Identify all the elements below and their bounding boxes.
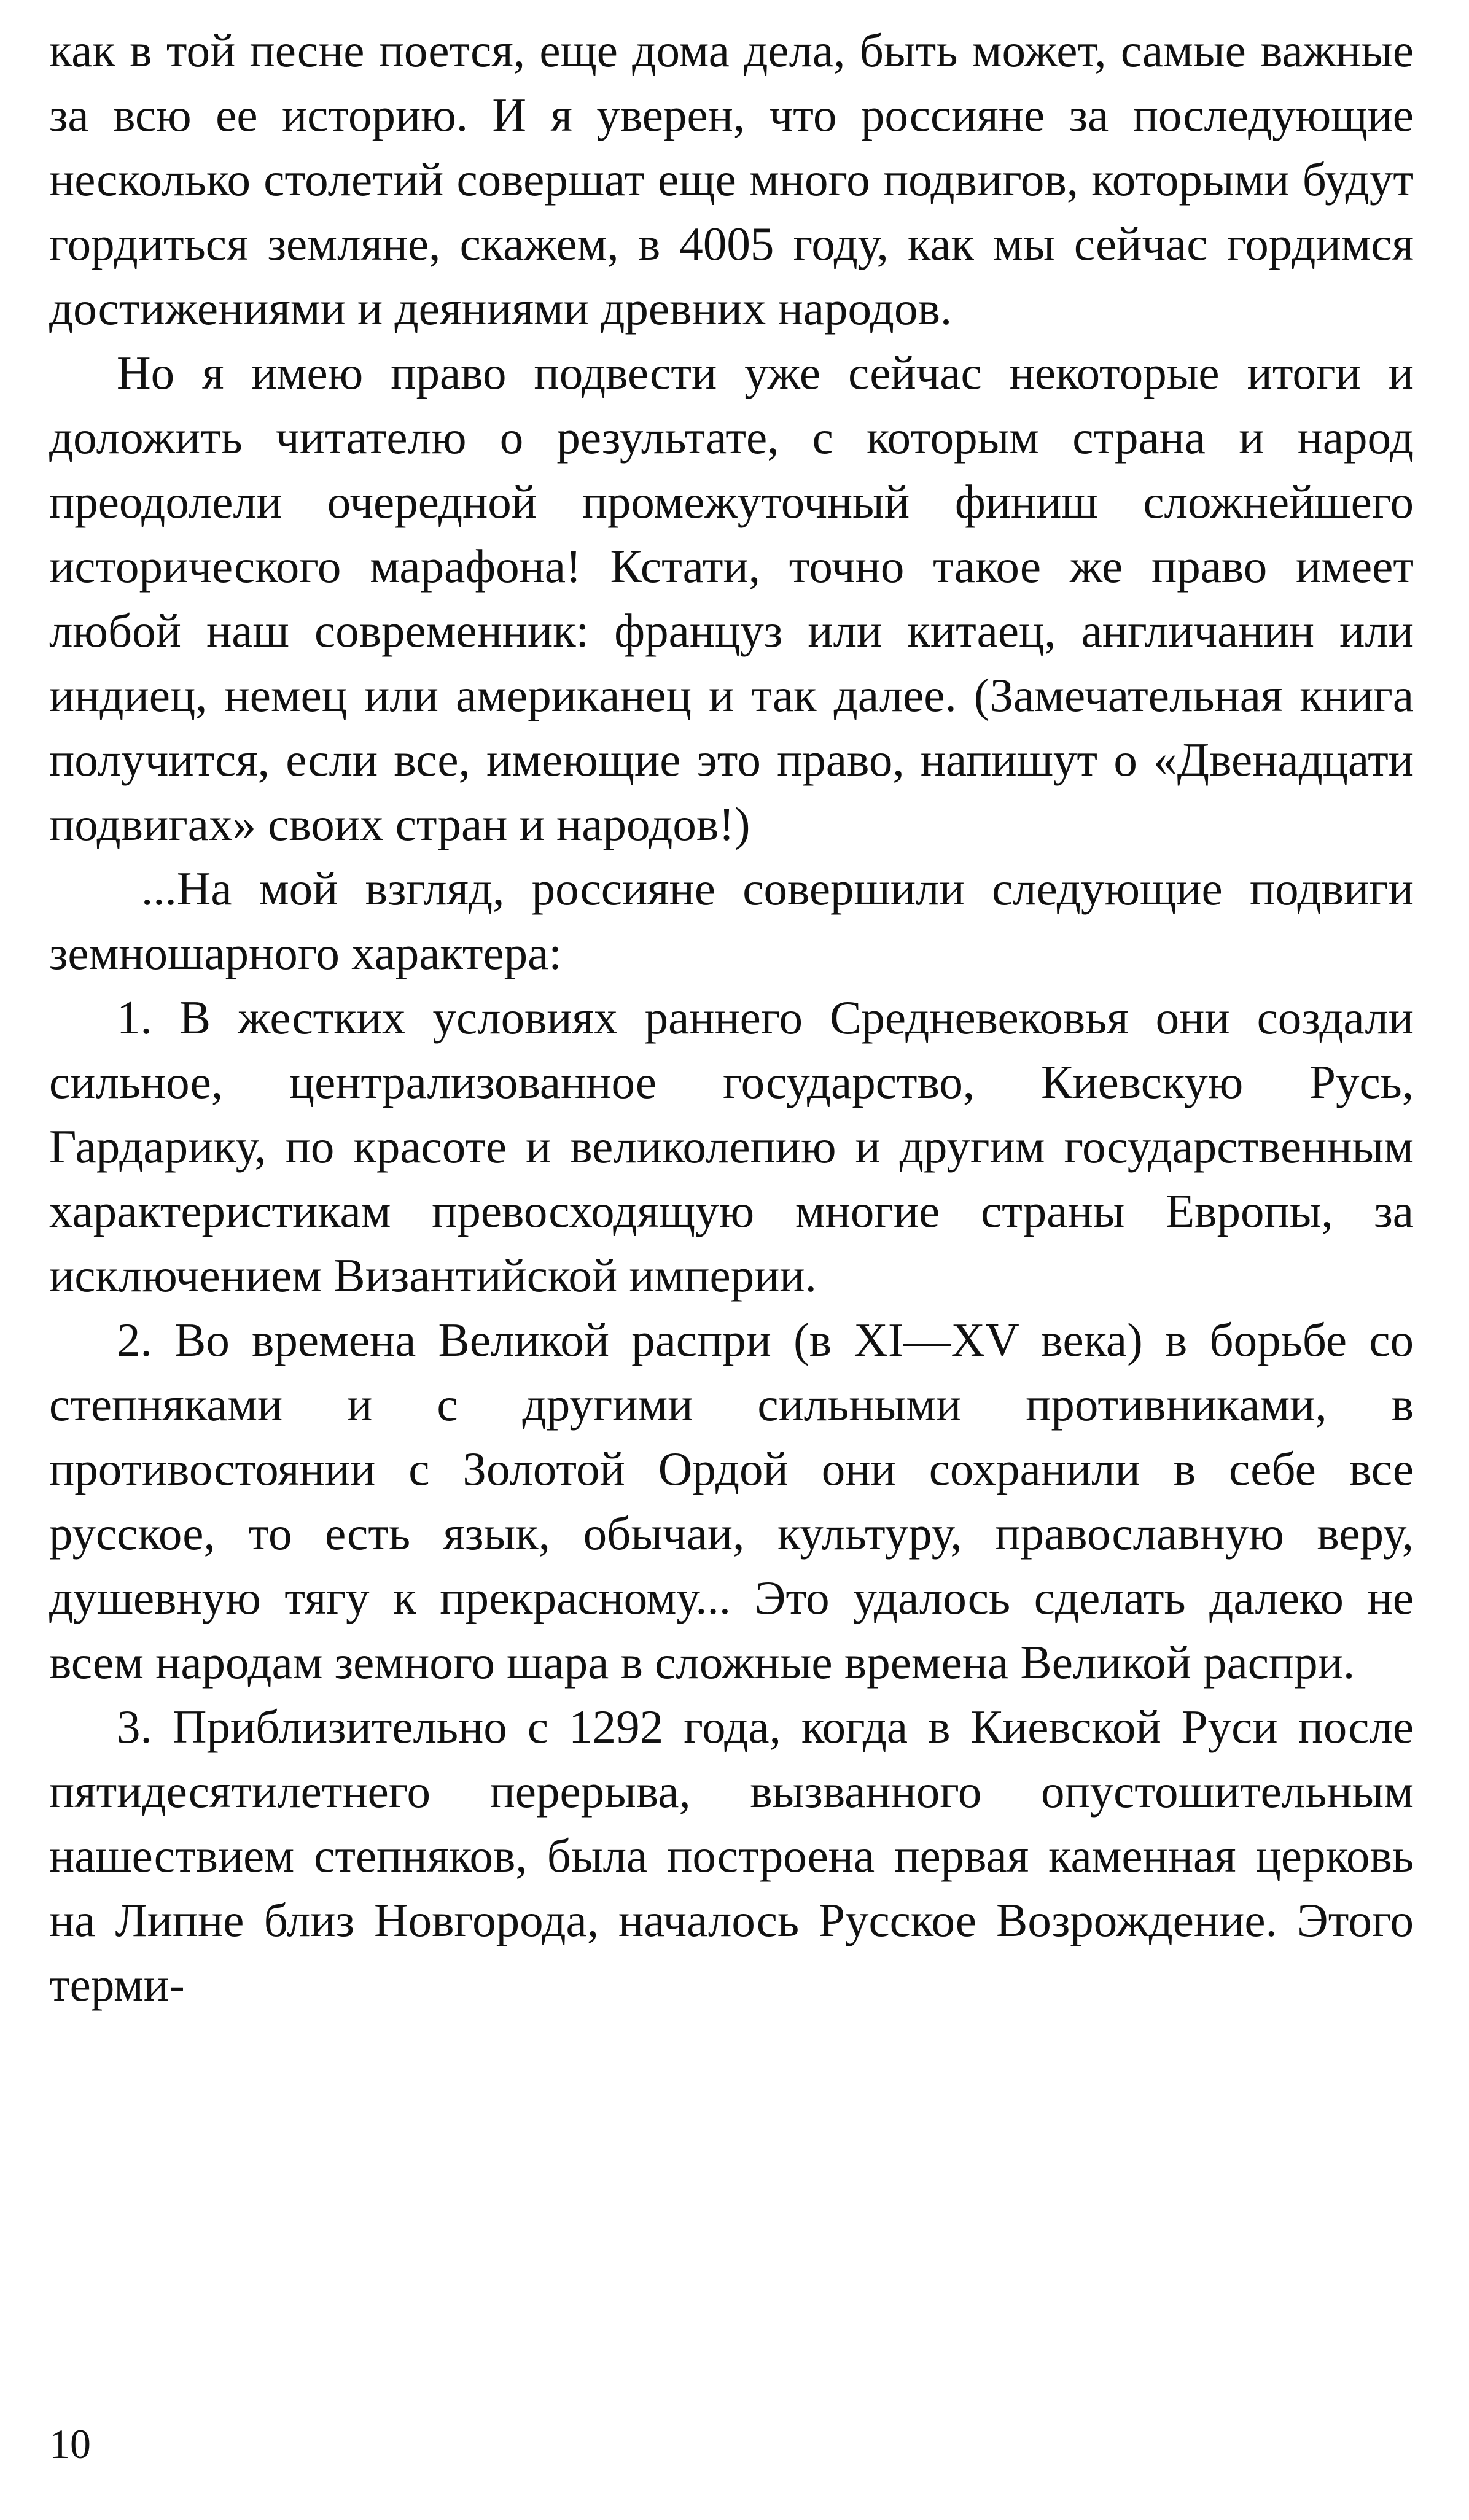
paragraph-feat-2: 2. Во времена Великой распри (в XI—XV века) в борьбе со степняками и с другими сильными противниками, в противостоянии с Золотой Ордой они сохранили в себе все русское, то есть язык, обычаи, культуру, православную веру, душевную тягу к прекрасному... Это удалось сделать далеко не всем народам земного шара в сложные времена Великой распри. <box>49 1313 1414 1689</box>
paragraph-results: Но я имею право подвести уже сейчас некоторые итоги и доложить читателю о результате, с которым страна и народ преодолели очередной промежуточный финиш сложнейшего исторического марафона! Кстати, точно такое же право имеет любой наш современник: француз или китаец, англичанин или индиец, немец или американец и так далее. (Замечательная книга получится, если все, имеющие это право, напишут о «Двенадцати подвигах» своих стран и народов!) <box>49 346 1414 850</box>
paragraph-feat-3: 3. Приблизительно с 1292 года, когда в Киевской Руси после пятидесятилетнего перерыва, вызванного опустошительным нашествием степняков, была построена первая каменная церковь на Липне близ Новгорода, началось Русское Возрождение. Этого терми- <box>49 1700 1414 2011</box>
paragraph-continuation: как в той песне поется, еще дома дела, быть может, самые важные за всю ее историю. И я уверен, что россияне за последующие несколько столетий совершат еще много подвигов, которыми будут гордиться земляне, скажем, в 4005 году, как мы сейчас гордимся достижениями и деяниями древних народов. <box>49 24 1414 335</box>
page-number: 10 <box>49 2421 91 2467</box>
paragraph-feat-1: 1. В жестких условиях раннего Средневековья они создали сильное, централизованное государство, Киевскую Русь, Гардарику, по красоте и великолепию и другим государственным характеристикам превосходящую многие страны Европы, за исключением Византийской империи. <box>49 991 1414 1302</box>
paragraph-feats-intro: ...На мой взгляд, россияне совершили следующие подвиги земношарного характера: <box>49 862 1414 979</box>
body-text <box>49 18 1414 2017</box>
